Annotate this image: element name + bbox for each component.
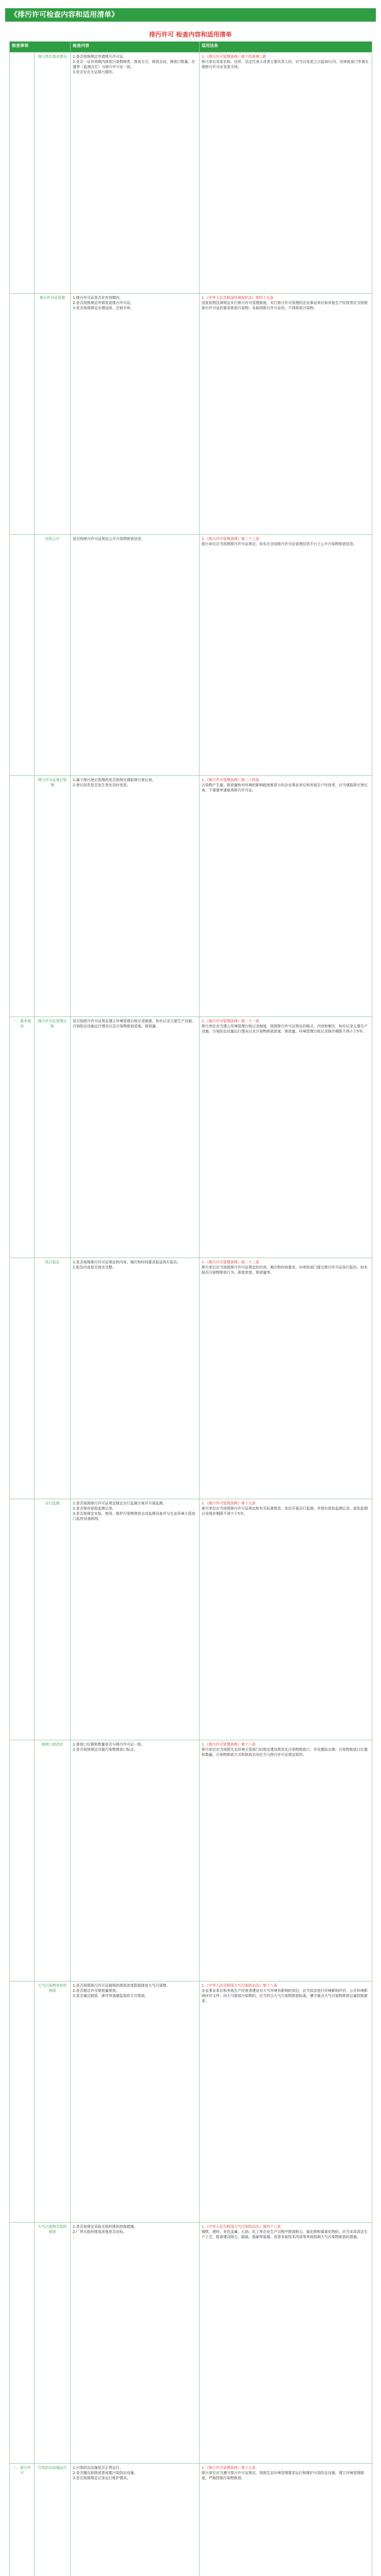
row-check-content: 是否按排污许可证规定建立环境管理台账记录制度，如实记录主要生产设施、污染防治设施运行情况以及污染物排放浓度、排放量。 — [71, 1017, 200, 1258]
document-title: 排污许可 检查内容和适用清单 — [149, 31, 232, 38]
table-row — [10, 2223, 372, 2464]
legal-basis-title: 1.《排污许可管理条例》第十八条 — [202, 1742, 256, 1747]
header-check-item: 检查事项 — [10, 42, 71, 53]
row-check-content: 1.是否按照规定申请排污许可证。 2.是否一证有效期内排放污染物种类、排放方式，排放去向，排放口数量、位置等（监测点位）与排污许可证一致。 3.是否存在无证排污情形。 — [71, 53, 200, 294]
header-check-content: 检查内容 — [71, 42, 200, 53]
row-check-content: 1.是否按照排污许可证规定制定自行监测方案并开展监测。 2.是否保存原始监测记录。 3.是否按规定安装、使用、维护污染物排放自动监测设备并与生态环境主管部门监控设备联网。 — [71, 1499, 200, 1740]
legal-basis-text: 企业事业单位和其他生产经营者建设对大气环境有影响的项目，应当依法进行环境影响评价、公开环境影响评价文件；向大气排放污染物的，应当符合大气污染物排放标准，遵守重点大气污染物排放总量控制要求。 — [202, 1989, 368, 2003]
legal-basis-text: 排污单位应当遵守排污许可证规定，按照生态环境管理要求运行和维护污染防治设施，建立环境管理制度，严格控制污染物排放。 — [202, 2471, 364, 2480]
row-legal-basis — [200, 294, 372, 535]
row-category — [10, 2223, 35, 2464]
row-legal-basis — [200, 776, 372, 1017]
row-check-item: 信息公开 — [35, 535, 71, 776]
legal-basis-title: 1.《排污许可管理条例》第二十三条 — [202, 537, 259, 541]
row-check-content: 是否按排污许可证规定公开污染物排放信息。 — [71, 535, 200, 776]
table-row — [10, 776, 372, 1017]
checklist-table — [9, 41, 372, 2576]
row-check-item: 大气污染物无组织排放 — [35, 2223, 71, 2464]
table-header-row — [10, 42, 372, 53]
row-category — [10, 1258, 35, 1499]
row-check-content: 1.是否按照排污许可证载明的排放浓度限值排放大气污染物。 2.是否超过许可排放量排放。 3.是否通过暗管、渗井等逃避监管的方式排放。 — [71, 1981, 200, 2223]
row-check-item: 自行监测 — [35, 1499, 71, 1740]
row-check-content: 1.排污许可证是否在有效期内。 2.是否按照规定申请变更排污许可证。 3.是否按照规定办理延续、注销手续。 — [71, 294, 200, 535]
row-legal-basis — [200, 1017, 372, 1258]
legal-basis-text: 排污单位应当按照排污许可证规定，如实在全国排污许可证管理信息平台上公开污染物排放信息。 — [202, 542, 357, 546]
legal-basis-title: 1.《排污许可管理条例》第二十一条 — [202, 1019, 259, 1023]
row-check-item: 排污许可证管理台账 — [35, 1017, 71, 1258]
table-row — [10, 294, 372, 535]
legal-basis-text: 钢铁、建材、有色金属、石油、化工等企业生产过程中排放粉尘、硫化物和氮氧化物的，应当采用清洁生产工艺，配套建设除尘、脱硫、脱硝等装置，或者采取技术改造等其他控制大气污染物排放的措施。 — [202, 2230, 368, 2239]
table-row — [10, 535, 372, 776]
row-check-item: 污染防治设施运行 — [35, 2464, 71, 2576]
row-check-item: 排污许可证管理 — [35, 294, 71, 535]
table-row — [10, 1981, 372, 2223]
legal-basis-text: 国家依照法律规定实行排污许可管理制度。实行排污许可管理的企业事业单位和其他生产经营者应当按照排污许可证的要求排放污染物；未取得排污许可证的，不得排放污染物。 — [202, 301, 368, 310]
row-legal-basis — [200, 2223, 372, 2464]
row-check-item: 执行报告 — [35, 1258, 71, 1499]
row-legal-basis — [200, 1740, 372, 1981]
table-row — [10, 1740, 372, 1981]
row-check-content: 1.是否按照排污许可证规定的内容、频次和时间要求报送执行报告。 2.报告内容是否真实完整。 — [71, 1258, 200, 1499]
table-row — [10, 1017, 372, 1258]
row-category — [10, 1499, 35, 1740]
table-row — [10, 1499, 372, 1740]
row-category — [10, 294, 35, 535]
row-check-content: 1.污染防治设施是否正常运行。 2.是否擅自拆除或者闲置污染防治设施。 3.是否按照规定记录运行维护情况。 — [71, 2464, 200, 2576]
row-legal-basis — [200, 1981, 372, 2223]
row-check-content: 1.排放口位置和数量是否与排污许可证一致。 2.是否按照规定设置污染物排放口标志。 — [71, 1740, 200, 1981]
legal-basis-text: 排污单位应当按照排污许可证规定的内容、频次和时间要求，向审批部门提交排污许可证执行报告，如实报告污染物排放行为、排放浓度、排放量等。 — [202, 1265, 368, 1275]
header-title: 《排污许可检查内容和适用清单》 — [10, 11, 119, 19]
row-legal-basis — [200, 535, 372, 776]
row-category — [10, 1981, 35, 2223]
row-category — [10, 776, 35, 1017]
table-row — [10, 53, 372, 294]
table-row — [10, 2464, 372, 2576]
article-header-bar — [5, 8, 376, 22]
legal-basis-title: 1.《排污许可管理条例》第二十二条 — [202, 1260, 259, 1264]
row-legal-basis — [200, 53, 372, 294]
legal-basis-text: 排污单位应当建立环境管理台账记录制度，按照排污许可证规定的格式、内容和频次，如实记录主要生产设施、污染防治设施运行情况以及污染物排放浓度、排放量。环境管理台账记录保存期限不得少于5年。 — [202, 1024, 368, 1033]
row-check-item: 排污许可证登记管理 — [35, 776, 71, 1017]
row-legal-basis — [200, 1499, 372, 1740]
table-body — [10, 53, 372, 2576]
row-category: 一、基本情况 — [10, 1017, 35, 1258]
legal-basis-text: 排污单位应当按照排污许可证规定和有关标准规范，依法开展自行监测，并保存原始监测记录。原始监测记录保存期限不得少于5年。 — [202, 1506, 368, 1516]
legal-basis-title: 1.《中华人民共和国大气污染防治法》第四十八条 — [202, 2225, 281, 2229]
legal-basis-text: 污染物产生量、排放量和对环境的影响程度都很小的企业事业单位和其他生产经营者，应当填报排污登记表，不需要申请取得排污许可证。 — [202, 783, 368, 792]
legal-basis-title: 1.《排污许可管理条例》第十四条第二款 — [202, 55, 267, 59]
row-check-item: 排放口规范化 — [35, 1740, 71, 1981]
row-category — [10, 535, 35, 776]
row-legal-basis — [200, 2464, 372, 2576]
row-check-item: 大气污染物有组织排放 — [35, 1981, 71, 2223]
legal-basis-title: 1.《中华人民共和国大气污染防治法》第十八条 — [202, 1984, 277, 1988]
row-category — [10, 53, 35, 294]
legal-basis-text: 排污单位变更名称、住所、法定代表人或者主要负责人的，应当自变更之日起30日内，向审批部门申请办理排污许可证变更手续。 — [202, 60, 369, 69]
row-check-content: 1.属于排污登记管理的是否按规定填报排污登记表。 2.登记信息是否发生变化及时变更。 — [71, 776, 200, 1017]
row-check-content: 1.是否按规定采取无组织排放控制措施。 2.厂界无组织排放浓度是否达标。 — [71, 2223, 200, 2464]
legal-basis-title: 1.《中华人民共和国环境保护法》第四十五条 — [202, 296, 274, 300]
legal-basis-text: 排污单位应当按照生态环境主管部门的规定建设规范化污染物排放口，并设置标志牌。污染物排放口位置和数量、污染物排放方式和排放去向应当与排污许可证规定相符。 — [202, 1748, 368, 1757]
table-row — [10, 1258, 372, 1499]
legal-basis-title: 1.《排污许可管理条例》第二十四条 — [202, 778, 259, 782]
row-legal-basis — [200, 1258, 372, 1499]
legal-basis-title: 1.《排污许可管理条例》第十七条 — [202, 2466, 256, 2470]
header-legal-basis: 适用法条 — [200, 42, 372, 53]
row-category — [10, 1740, 35, 1981]
row-check-item: 排污单位基本情况 — [35, 53, 71, 294]
row-category: 二、排污许可 — [10, 2464, 35, 2576]
legal-basis-title: 1.《排污许可管理条例》第十九条 — [202, 1501, 256, 1505]
